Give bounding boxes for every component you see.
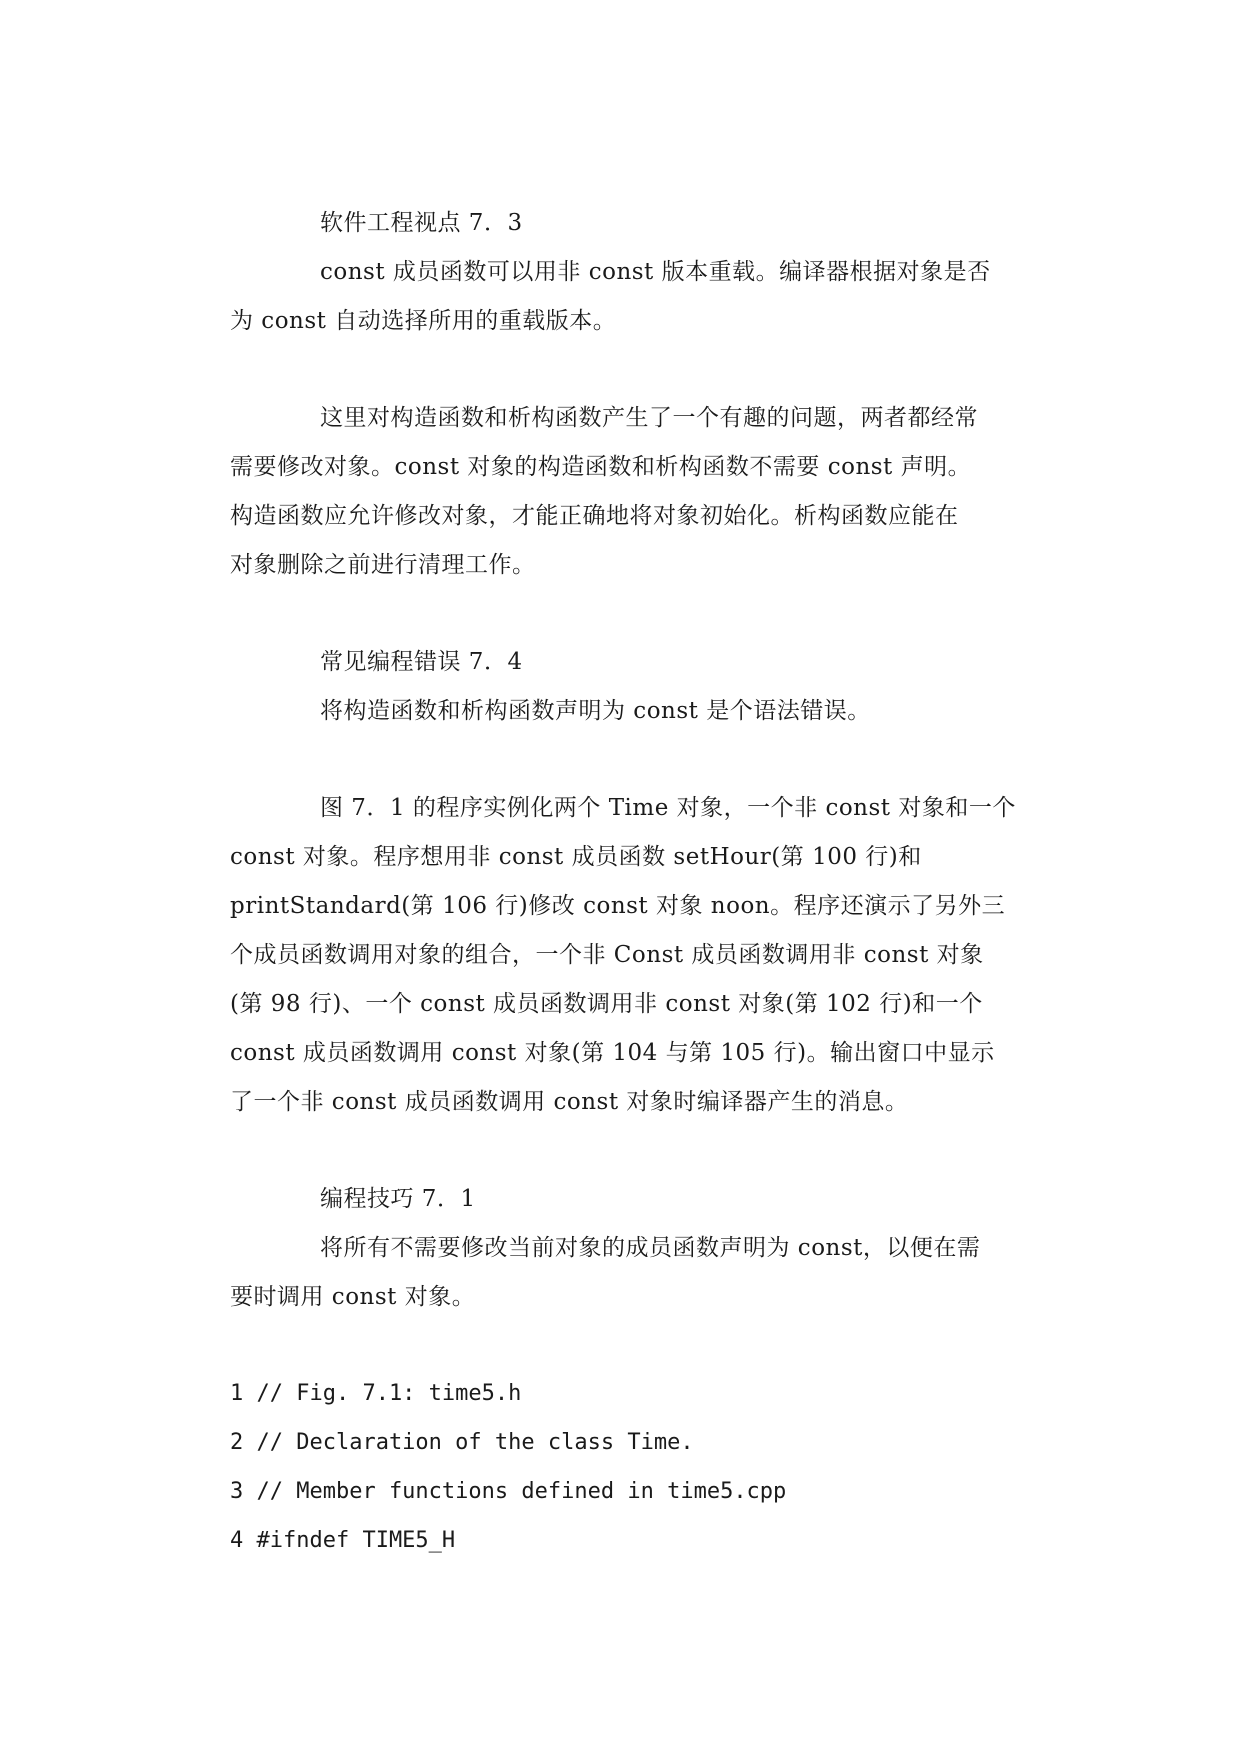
- paragraph-line: 将构造函数和析构函数声明为 const 是个语法错误。: [320, 698, 871, 724]
- paragraph-line: 为 const 自动选择所用的重载版本。: [230, 308, 617, 334]
- section-heading: 编程技巧 7．1: [320, 1186, 476, 1212]
- paragraph-line: 了一个非 const 成员函数调用 const 对象时编译器产生的消息。: [230, 1089, 909, 1115]
- paragraph-line: const 成员函数调用 const 对象(第 104 与第 105 行)。输出窗口中显示: [230, 1040, 995, 1066]
- paragraph-line: 将所有不需要修改当前对象的成员函数声明为 const，以便在需: [320, 1235, 981, 1261]
- paragraph-line: 要时调用 const 对象。: [230, 1284, 476, 1310]
- paragraph-line: const 对象。程序想用非 const 成员函数 setHour(第 100 行)和: [230, 844, 922, 870]
- paragraph-line: 这里对构造函数和析构函数产生了一个有趣的问题，两者都经常: [320, 405, 978, 431]
- paragraph-line: 需要修改对象。const 对象的构造函数和析构函数不需要 const 声明。: [230, 454, 972, 480]
- paragraph-line: 对象删除之前进行清理工作。: [230, 552, 536, 578]
- paragraph-line: 构造函数应允许修改对象，才能正确地将对象初始化。析构函数应能在: [230, 503, 959, 529]
- section-heading: 常见编程错误 7．4: [320, 649, 523, 675]
- paragraph-line: printStandard(第 106 行)修改 const 对象 noon。程序还演示了另外三: [230, 893, 1006, 919]
- paragraph-line: const 成员函数可以用非 const 版本重载。编译器根据对象是否: [320, 259, 991, 285]
- section-heading: 软件工程视点 7．3: [320, 210, 523, 236]
- code-line: 1 // Fig. 7.1: time5.h: [230, 1381, 522, 1406]
- code-line: 3 // Member functions defined in time5.cpp: [230, 1479, 787, 1504]
- paragraph-line: (第 98 行)、一个 const 成员函数调用非 const 对象(第 102 行)和一个: [230, 991, 983, 1017]
- code-line: 4 #ifndef TIME5_H: [230, 1528, 456, 1553]
- code-line: 2 // Declaration of the class Time.: [230, 1430, 694, 1455]
- paragraph-line: 个成员函数调用对象的组合，一个非 Const 成员函数调用非 const 对象: [230, 942, 984, 968]
- paragraph-line: 图 7．1 的程序实例化两个 Time 对象，一个非 const 对象和一个: [320, 795, 1016, 821]
